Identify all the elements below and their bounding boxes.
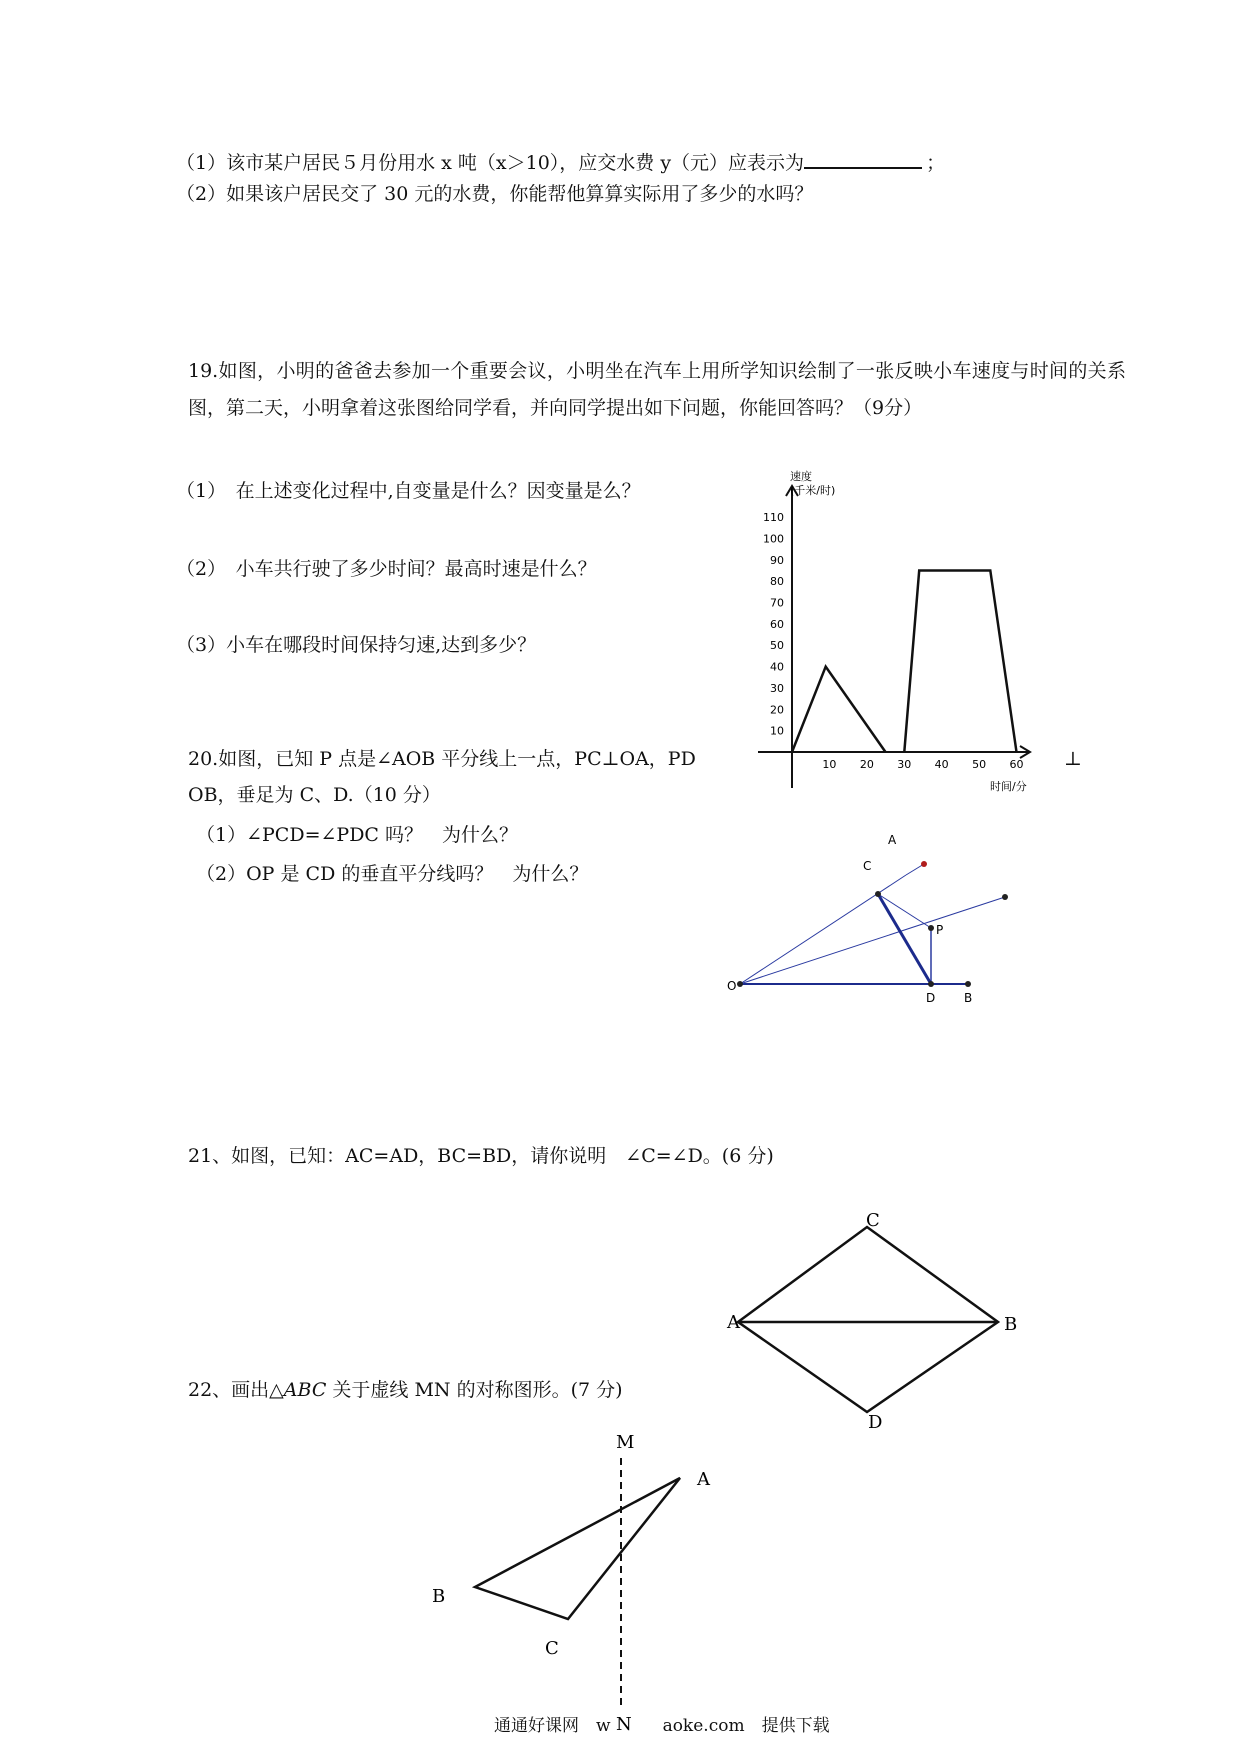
label-a: A <box>888 833 897 847</box>
q20-line1: 20.如图，已知 P 点是∠AOB 平分线上一点，PC⊥OA，PD <box>188 748 696 770</box>
point-b <box>965 981 971 987</box>
y-tick-label: 40 <box>770 660 784 674</box>
kite-outline <box>738 1227 998 1412</box>
chart-xlabel: 时间/分 <box>990 780 1027 793</box>
point-d <box>928 981 934 987</box>
q18-part2: （2）如果该户居民交了 30 元的水费，你能帮他算算实际用了多少的水吗？ <box>176 183 814 205</box>
label-a: A <box>697 1469 710 1490</box>
footer-right: aoke.com 提供下载 <box>662 1716 830 1736</box>
segment-pc <box>878 894 931 928</box>
label-c: C <box>863 859 872 873</box>
q19-sub1: （1） 在上述变化过程中,自变量是什么？因变量是么？ <box>176 480 641 502</box>
chart-axes <box>758 486 1030 788</box>
y-tick-label: 110 <box>763 511 784 525</box>
kite-figure <box>720 1200 1040 1433</box>
point-o <box>737 981 743 987</box>
angle-bisector-figure <box>720 830 1040 1010</box>
x-tick-label: 50 <box>972 758 987 771</box>
q20-line2: OB，垂足为 C、D.（10 分） <box>188 784 441 806</box>
y-tick-label: 100 <box>763 532 784 546</box>
point-p <box>928 925 934 931</box>
label-b: B <box>432 1586 446 1607</box>
x-tick-label: 30 <box>897 758 912 771</box>
triangle-abc <box>475 1478 680 1619</box>
x-tick-label: 10 <box>822 758 837 771</box>
chart-series <box>792 571 1017 753</box>
x-tick-label: 20 <box>859 758 874 771</box>
point-a <box>921 861 927 867</box>
y-tick-label: 10 <box>770 724 784 738</box>
series-line <box>792 667 886 752</box>
label-o: O <box>727 979 737 993</box>
series-line <box>904 571 1016 753</box>
speed-time-chart <box>740 468 1070 810</box>
answer-blank[interactable] <box>804 147 922 169</box>
q19-sub3: （3）小车在哪段时间保持匀速,达到多少？ <box>176 634 537 656</box>
point-ray-end <box>1002 894 1008 900</box>
y-tick-label: 70 <box>770 596 784 610</box>
label-c: C <box>866 1210 880 1231</box>
q22-text: 22、画出△ABC 关于虚线 MN 的对称图形。(7 分) <box>188 1379 623 1401</box>
q21-text: 21、如图，已知：AC=AD，BC=BD，请你说明 ∠C=∠D。(6 分) <box>188 1145 774 1167</box>
y-tick-label: 50 <box>770 639 784 653</box>
q20-sub2: （2）OP 是 CD 的垂直平分线吗？ 为什么？ <box>196 863 589 885</box>
chart-ylabel-line2: (千米/时) <box>790 484 836 497</box>
ray-oa <box>740 875 906 984</box>
y-tick-label: 60 <box>770 617 784 631</box>
label-d: D <box>926 991 936 1005</box>
x-tick-label: 60 <box>1009 758 1024 771</box>
ray-oa-extension <box>906 864 924 875</box>
q18-part1: （1）该市某户居民５月份用水 x 吨（x＞10），应交水费 y（元）应表示为 ； <box>176 147 945 176</box>
footer-left: 通通好课网 w <box>494 1716 611 1736</box>
chart-ylabel-line1: 速度 <box>790 470 812 483</box>
x-tick-label: 40 <box>934 758 949 771</box>
label-m: M <box>616 1432 635 1453</box>
point-c <box>875 891 881 897</box>
label-d: D <box>868 1412 883 1433</box>
y-tick-label: 90 <box>770 553 784 567</box>
bisector-op <box>740 897 1005 984</box>
label-b: B <box>1004 1314 1018 1335</box>
label-c: C <box>545 1638 559 1659</box>
y-tick-label: 80 <box>770 575 784 589</box>
segment-cd <box>878 894 931 984</box>
label-p: P <box>936 923 944 937</box>
label-n: N <box>616 1714 632 1735</box>
q19-sub2: （2） 小车共行驶了多少时间？最高时速是什么？ <box>176 558 597 580</box>
q20-sub1: （1）∠PCD=∠PDC 吗？ 为什么？ <box>196 824 518 846</box>
q20-line1-tail: ⊥ <box>1064 748 1082 770</box>
page-footer <box>494 1711 830 1736</box>
label-a: A <box>727 1312 740 1333</box>
y-tick-label: 20 <box>770 703 784 717</box>
label-b: B <box>964 991 973 1005</box>
chart-ticks <box>763 511 1024 771</box>
y-tick-label: 30 <box>770 681 784 695</box>
reflection-figure <box>420 1430 740 1735</box>
q19-intro: 19.如图，小明的爸爸去参加一个重要会议，小明坐在汽车上用所学知识绘制了一张反映小车速度与时间的关系图，第二天，小明拿着这张图给同学看，并向同学提出如下问题，你能回答吗？（9分） <box>188 360 1126 419</box>
